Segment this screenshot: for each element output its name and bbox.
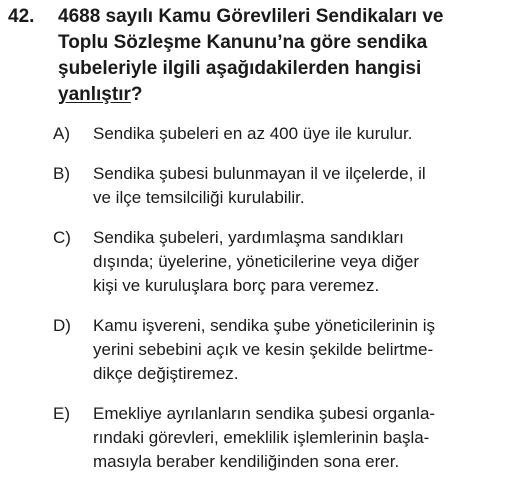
option-line: Sendika şubesi bulunmayan il ve ilçelerde, il bbox=[93, 164, 426, 183]
negative-keyword: yanlıştır bbox=[58, 84, 131, 105]
option-text bbox=[93, 162, 508, 210]
option-line: Kamu işvereni, sendika şube yöneticilerinin iş bbox=[93, 316, 436, 335]
question-line: Toplu Sözleşme Kanunu’na göre sendika bbox=[58, 32, 428, 53]
option-line: dikçe değiştiremez. bbox=[93, 364, 239, 383]
option-line: ve ilçe temsilciliği kurulabilir. bbox=[93, 188, 305, 207]
option-letter: B) bbox=[53, 164, 70, 183]
option-letter: D) bbox=[53, 316, 71, 335]
question-stem bbox=[8, 4, 508, 108]
option-line: Sendika şubeleri, yardımlaşma sandıkları bbox=[93, 228, 404, 247]
question-number: 42. bbox=[8, 6, 35, 27]
option-c[interactable] bbox=[8, 226, 508, 298]
question-mark: ? bbox=[130, 84, 143, 105]
option-d[interactable] bbox=[8, 314, 508, 386]
option-line: Emekliye ayrılanların sendika şubesi organla- bbox=[93, 404, 436, 423]
option-e[interactable] bbox=[8, 402, 508, 474]
option-line: Sendika şubeleri en az 400 üye ile kurulur. bbox=[93, 124, 413, 143]
option-line: dışında; üyelerine, yöneticilerine veya diğer bbox=[93, 252, 420, 271]
question-line: 4688 sayılı Kamu Görevlileri Sendikaları ve bbox=[58, 6, 444, 27]
option-letter: A) bbox=[53, 124, 70, 143]
question-line: şubeleriyle ilgili aşağıdakilerden hangisi bbox=[58, 58, 422, 79]
answer-options bbox=[8, 122, 508, 474]
option-line: yerini sebebini açık ve kesin şekilde belirtme- bbox=[93, 340, 434, 359]
option-letter: E) bbox=[53, 404, 70, 423]
option-text bbox=[93, 226, 508, 298]
option-letter: C) bbox=[53, 228, 71, 247]
option-line: masıyla beraber kendiliğinden sona erer. bbox=[93, 452, 400, 471]
option-b[interactable] bbox=[8, 162, 508, 210]
option-text bbox=[93, 314, 508, 386]
option-line: kişi ve kuruluşlara borç para veremez. bbox=[93, 276, 380, 295]
option-a[interactable] bbox=[8, 122, 508, 146]
option-line: rındaki görevleri, emeklilik işlemlerinin başla- bbox=[93, 428, 430, 447]
question-block bbox=[8, 4, 508, 490]
option-text bbox=[93, 122, 508, 146]
option-text bbox=[93, 402, 508, 474]
question-text bbox=[58, 4, 508, 108]
question-last-line bbox=[58, 82, 508, 108]
